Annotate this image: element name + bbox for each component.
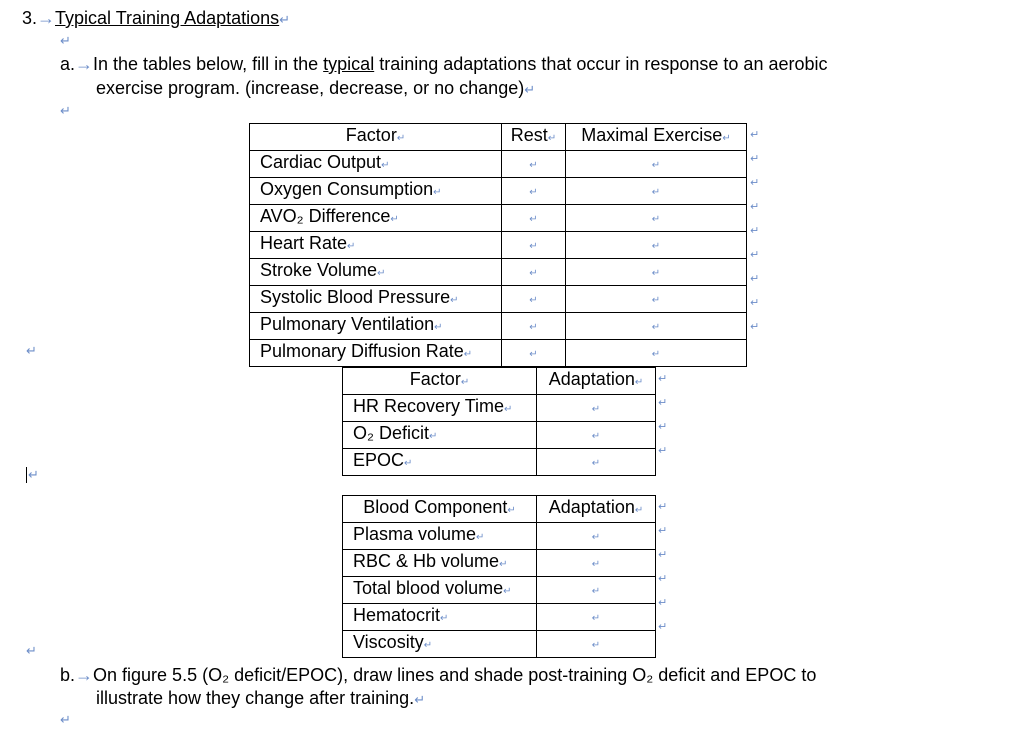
component-cell: Viscosity↵ [343,631,537,658]
adaptation-cell[interactable]: ↵ [537,449,656,476]
row-end-mark-icon: ↵ [658,421,668,433]
factor-cell: EPOC↵ [343,449,537,476]
factor-cell: Cardiac Output↵ [250,151,502,178]
paragraph-mark-icon: ↵ [279,12,291,27]
row-end-mark-icon: ↵ [658,573,668,585]
paragraph-mark-icon: ↵ [60,103,71,118]
factor-cell: AVO₂ Difference↵ [250,205,502,232]
header-blood-component: Blood Component↵ [343,496,537,523]
adaptation-cell[interactable]: ↵ [537,523,656,550]
table-header-row [343,496,656,523]
header-maximal-exercise: Maximal Exercise↵ [566,124,747,151]
max-exercise-cell[interactable]: ↵ [566,178,747,205]
table-header-row [343,368,656,395]
tab-arrow-icon: → [75,665,94,685]
factor-cell: Heart Rate↵ [250,232,502,259]
row-end-mark-icon: ↵ [658,549,668,561]
paragraph-mark-icon: ↵ [414,692,426,707]
part-a-line1 [60,54,828,75]
header-rest: Rest↵ [502,124,566,151]
rest-cell[interactable]: ↵ [502,205,566,232]
paragraph-mark-icon: ↵ [60,33,71,48]
table-row [250,286,747,313]
table-row [343,449,656,476]
component-cell: Total blood volume↵ [343,577,537,604]
part-b-label: b. [60,665,76,685]
adaptation-cell[interactable]: ↵ [537,604,656,631]
row-end-mark-icon: ↵ [750,153,760,165]
row-end-mark-icon: ↵ [750,225,760,237]
part-a-text-before: In the tables below, fill in the [93,54,324,74]
tab-arrow-icon: → [37,8,56,28]
rest-cell[interactable]: ↵ [502,340,566,367]
row-end-mark-icon: ↵ [750,297,760,309]
table-row [250,151,747,178]
paragraph-mark-icon: ↵ [524,82,536,97]
part-a-underlined: typical [323,54,375,74]
rest-cell[interactable]: ↵ [502,151,566,178]
table-row [343,422,656,449]
table-row [343,523,656,550]
section-number: 3. [22,8,38,28]
rest-cell[interactable]: ↵ [502,232,566,259]
table-row [343,604,656,631]
factor-cell: Stroke Volume↵ [250,259,502,286]
table-row [250,340,747,367]
factor-cell: O₂ Deficit↵ [343,422,537,449]
adaptation-cell[interactable]: ↵ [537,631,656,658]
paragraph-mark-icon: ↵ [26,643,37,658]
factor-cell: Systolic Blood Pressure↵ [250,286,502,313]
part-b-line1 [60,665,816,686]
adaptations-table-1 [249,123,747,367]
factor-cell: Oxygen Consumption↵ [250,178,502,205]
max-exercise-cell[interactable]: ↵ [566,286,747,313]
table-row [250,178,747,205]
max-exercise-cell[interactable]: ↵ [566,232,747,259]
row-end-mark-icon: ↵ [750,321,760,333]
row-end-mark-icon: ↵ [658,621,668,633]
rest-cell[interactable]: ↵ [502,313,566,340]
row-end-mark-icon: ↵ [658,525,668,537]
max-exercise-cell[interactable]: ↵ [566,205,747,232]
max-exercise-cell[interactable]: ↵ [566,259,747,286]
adaptation-cell[interactable]: ↵ [537,577,656,604]
component-cell: RBC & Hb volume↵ [343,550,537,577]
rest-cell[interactable]: ↵ [502,286,566,313]
row-end-mark-icon: ↵ [658,501,668,513]
row-end-mark-icon: ↵ [658,397,668,409]
table-row [250,205,747,232]
rest-cell[interactable]: ↵ [502,178,566,205]
part-b-line1-text: On figure 5.5 (O₂ deficit/EPOC), draw lines and shade post-training O₂ deficit and EPOC to [93,665,817,685]
rest-cell[interactable]: ↵ [502,259,566,286]
row-end-mark-icon: ↵ [750,177,760,189]
adaptation-cell[interactable]: ↵ [537,395,656,422]
paragraph-mark-icon: ↵ [60,712,71,727]
table-row [343,395,656,422]
adaptation-cell[interactable]: ↵ [537,550,656,577]
component-cell: Hematocrit↵ [343,604,537,631]
factor-cell: Pulmonary Diffusion Rate↵ [250,340,502,367]
row-end-mark-icon: ↵ [658,373,668,385]
max-exercise-cell[interactable]: ↵ [566,340,747,367]
adaptation-cell[interactable]: ↵ [537,422,656,449]
row-end-mark-icon: ↵ [750,249,760,261]
paragraph-mark-icon: ↵ [28,467,39,482]
table-row [343,577,656,604]
header-factor: Factor↵ [250,124,502,151]
part-a-text-after: training adaptations that occur in response to an aerobic [374,54,828,74]
table-row [250,259,747,286]
row-end-mark-icon: ↵ [658,445,668,457]
factor-cell: Pulmonary Ventilation↵ [250,313,502,340]
part-b-line2-text: illustrate how they change after training. [96,688,415,708]
header-factor: Factor↵ [343,368,537,395]
tab-arrow-icon: → [75,54,94,74]
table-row [343,550,656,577]
row-end-mark-icon: ↵ [750,273,760,285]
row-end-mark-icon: ↵ [750,129,760,141]
table-header-row [250,124,747,151]
table-row [250,313,747,340]
max-exercise-cell[interactable]: ↵ [566,313,747,340]
header-adaptation: Adaptation↵ [537,368,656,395]
part-b-line2 [96,688,425,709]
part-a-line2 [96,78,535,99]
factor-cell: HR Recovery Time↵ [343,395,537,422]
header-adaptation: Adaptation↵ [537,496,656,523]
part-a-label: a. [60,54,76,74]
section-heading [22,8,290,29]
max-exercise-cell[interactable]: ↵ [566,151,747,178]
row-end-mark-icon: ↵ [750,201,760,213]
adaptations-table-2 [342,367,656,476]
table-row [250,232,747,259]
blood-component-table [342,495,656,658]
table-row [343,631,656,658]
section-title: Typical Training Adaptations [55,8,280,28]
component-cell: Plasma volume↵ [343,523,537,550]
row-end-mark-icon: ↵ [658,597,668,609]
paragraph-mark-icon: ↵ [26,343,37,358]
part-a-line2-text: exercise program. (increase, decrease, or no change) [96,78,525,98]
